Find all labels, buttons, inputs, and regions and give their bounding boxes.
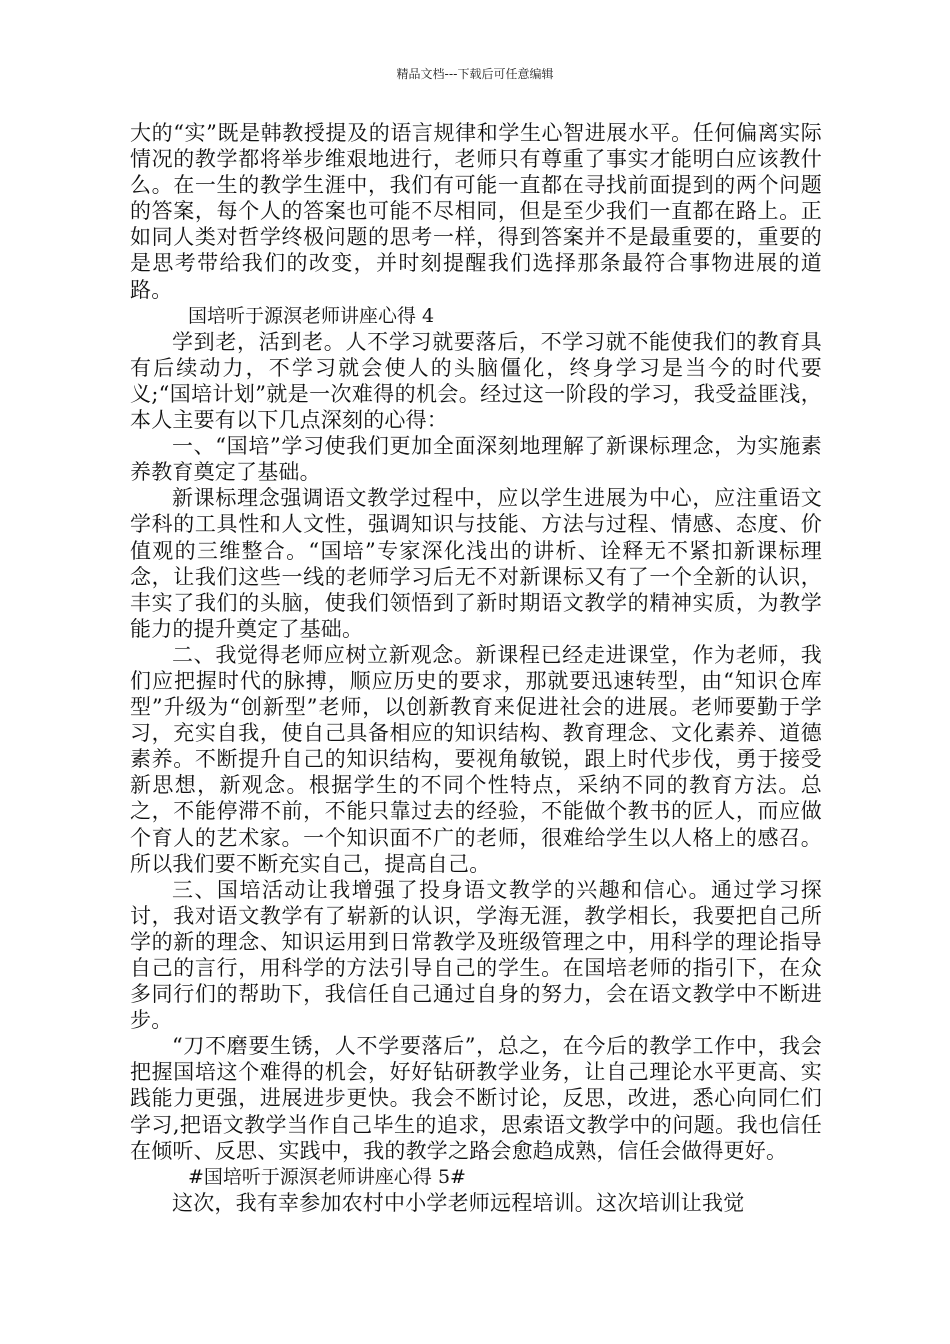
page-header: 精品文档---下载后可任意编辑 <box>396 67 554 81</box>
paragraph-training: 这次，我有幸参加农村中小学老师远程培训。这次培训让我觉 <box>172 1190 745 1215</box>
paragraph-conclusion: “刀不磨要生锈，人不学要落后”，总之，在今后的教学工作中，我会把握国培这个难得的机会，好好钻研教学业务，让自己理论水平更高、实践能力更强，进展进步更快。我会不断讨论，反思，改进，悉心向同仁们学习,把语文教学当作自己毕生的追求，思索语文教学中的问题。我也信任在倾听、反思、实践中，我的教学之路会愈趋成熟，信任会做得更好。 <box>130 1034 822 1163</box>
section-heading-4: 国培听于源溟老师讲座心得 4 <box>188 304 435 327</box>
paragraph-new-curriculum: 新课标理念强调语文教学过程中，应以学生进展为中心，应注重语文学科的工具性和人文性，强调知识与技能、方法与过程、情感、态度、价值观的三维整合。“国培”专家深化浅出的讲析、诠释无不紧扣新课标理念，让我们这些一线的老师学习后无不对新课标又有了一个全新的认识，丰实了我们的头脑，使我们领悟到了新时期语文教学的精神实质，为教学能力的提升奠定了基础。 <box>130 486 822 641</box>
paragraph-point-one: 一、“国培”学习使我们更加全面深刻地理解了新课标理念，为实施素养教育奠定了基础。 <box>130 434 822 485</box>
paragraph-point-three: 三、国培活动让我增强了投身语文教学的兴趣和信心。通过学习探讨，我对语文教学有了崭新的认识，学海无涯，教学相长，我要把自己所学的新的理念、知识运用到日常教学及班级管理之中，用科学的理论指导自己的言行，用科学的方法引导自己的学生。在国培老师的指引下，在众多同行们的帮助下，我信任自己通过自身的努力，会在语文教学中不断进步。 <box>130 877 822 1033</box>
section-heading-5: #国培听于源溟老师讲座心得 5# <box>188 1165 466 1188</box>
paragraph-lifelong-learning: 学到老，活到老。人不学习就要落后，不学习就不能使我们的教育具有后续动力，不学习就会使人的头脑僵化，终身学习是当今的时代要义;“国培计划”就是一次难得的机会。经过这一阶段的学习，我受益匪浅，本人主要有以下几点深刻的心得： <box>130 329 822 433</box>
paragraph-point-two: 二、我觉得老师应树立新观念。新课程已经走进课堂，作为老师，我们应把握时代的脉搏，顺应历史的要求，那就要迅速转型，由“知识仓库型”升级为“创新型”老师，以创新教育来促进社会的进展。老师要勤于学习，充实自我，使自己具备相应的知识结构、教育理念、文化素养、道德素养。不断提升自己的知识结构，要视角敏锐，跟上时代步伐，勇于接受新思想，新观念。根据学生的不同个性特点，采纳不同的教育方法。总之，不能停滞不前，不能只靠过去的经验，不能做个教书的匠人，而应做个育人的艺术家。一个知识面不广的老师，很难给学生以人格上的感召。所以我们要不断充实自己，提高自己。 <box>130 642 822 876</box>
document-body <box>130 120 822 1216</box>
paragraph-intro: 大的“实”既是韩教授提及的语言规律和学生心智进展水平。任何偏离实际情况的教学都将举步维艰地进行，老师只有尊重了事实才能明白应该教什么。在一生的教学生涯中，我们有可能一直都在寻找前面提到的两个问题的答案，每个人的答案也可能不尽相同，但是至少我们一直都在路上。正如同人类对哲学终极问题的思考一样，得到答案并不是最重要的，重要的是思考带给我们的改变，并时刻提醒我们选择那条最符合事物进展的道路。 <box>130 121 822 302</box>
